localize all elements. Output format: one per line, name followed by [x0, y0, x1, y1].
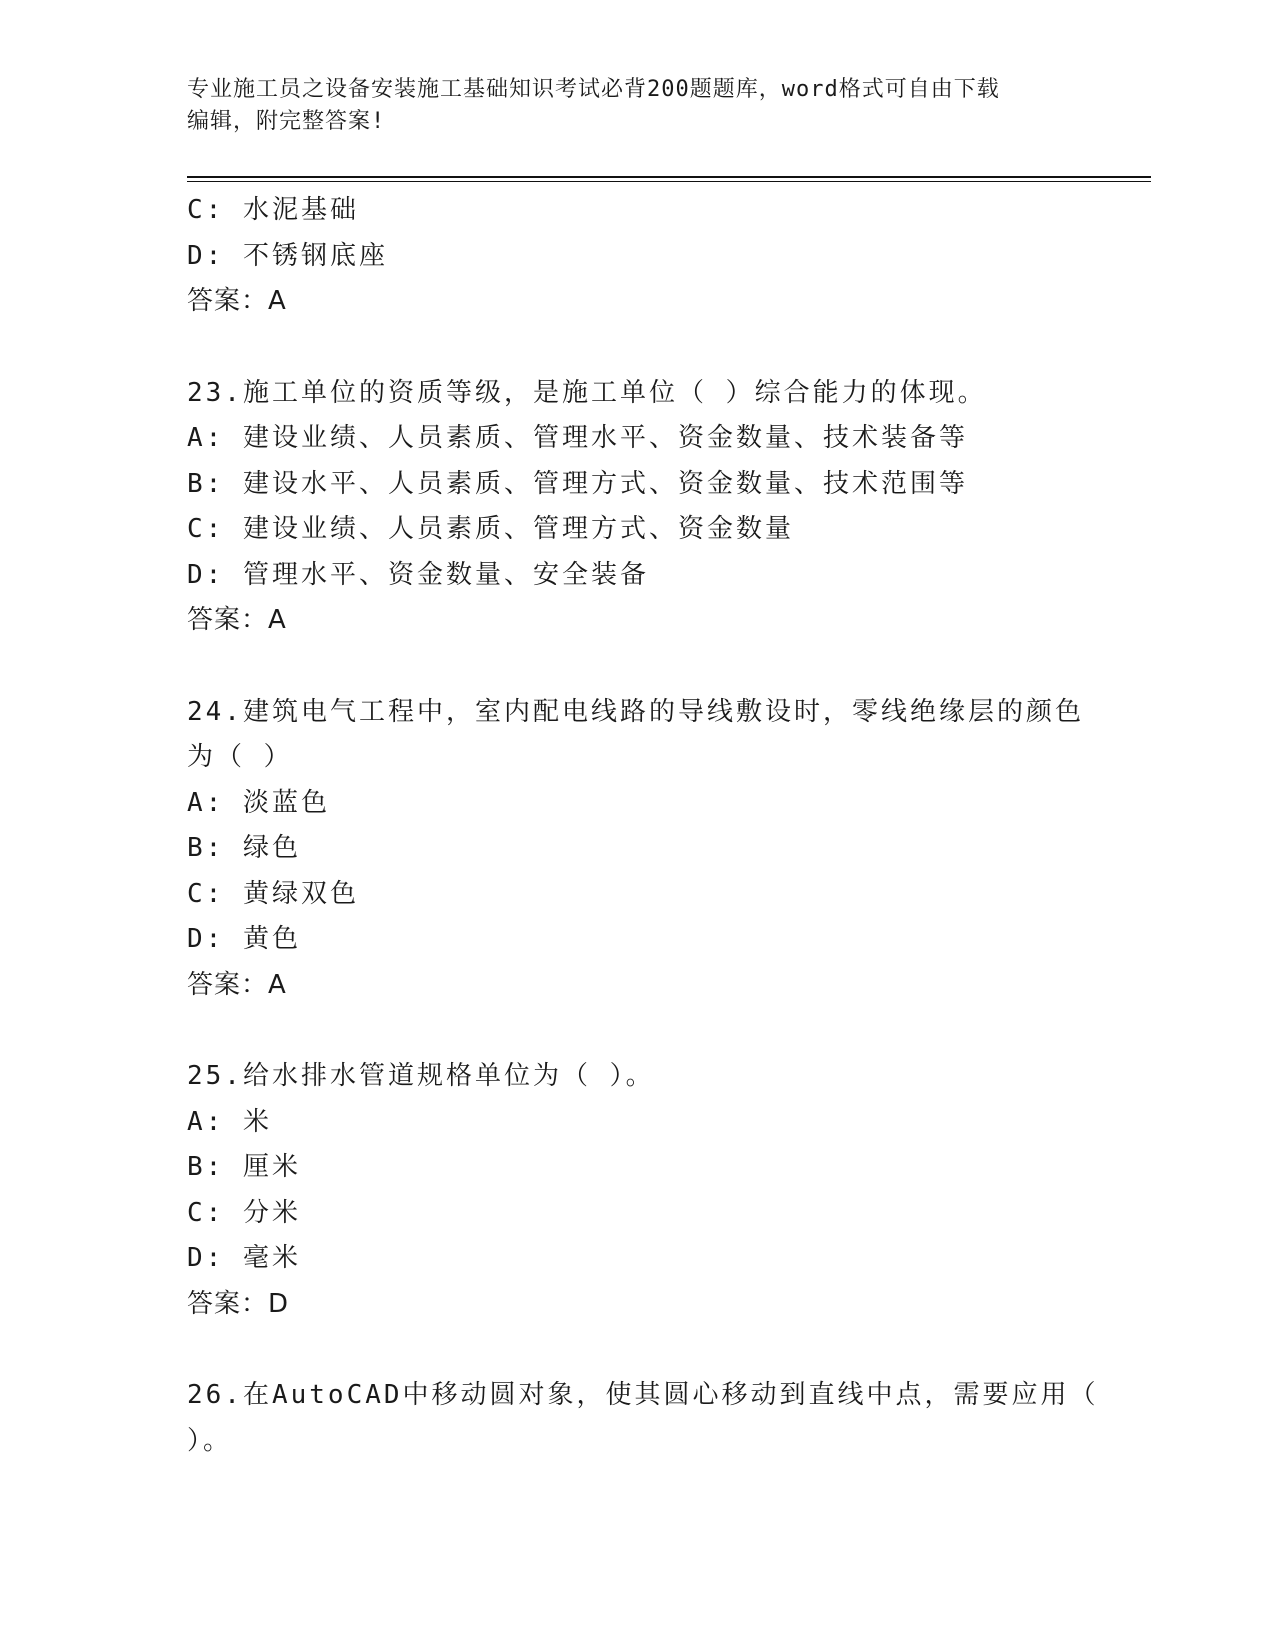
- spacer: [187, 644, 1087, 690]
- option-d: D: 黄色: [187, 924, 301, 954]
- answer-line: 答案：A: [187, 969, 287, 1000]
- question-26: [187, 1373, 1099, 1464]
- document-header: [187, 74, 1087, 138]
- option-c: C: 分米: [187, 1197, 301, 1228]
- question-stem: 24.建筑电气工程中，室内配电线路的导线敷设时，零线绝缘层的颜色: [187, 696, 1084, 727]
- option-a: A: 淡蓝色: [187, 787, 330, 818]
- option-d: D: 管理水平、资金数量、安全装备: [187, 559, 649, 590]
- option-d: D: 毫米: [187, 1243, 301, 1273]
- answer-line: 答案：A: [187, 286, 287, 316]
- question-stem: 25.给水排水管道规格单位为（ ）。: [187, 1061, 655, 1091]
- option-d: D: 不锈钢底座: [187, 240, 388, 271]
- spacer: [187, 1327, 1087, 1373]
- question-23: [187, 371, 1087, 644]
- question-stem-continued: ）。: [187, 1425, 233, 1456]
- header-divider-thick: [187, 176, 1151, 178]
- answer-line: 答案：D: [187, 1288, 290, 1319]
- option-a: A: 建设业绩、人员素质、管理水平、资金数量、技术装备等: [187, 423, 968, 453]
- question-stem-continued: 为（ ）: [187, 742, 293, 772]
- spacer: [187, 1008, 1087, 1054]
- question-25: [187, 1054, 1087, 1327]
- header-divider-thin: [187, 181, 1151, 182]
- answer-line: 答案：A: [187, 605, 287, 635]
- question-24: [187, 690, 1087, 1009]
- question-list: [187, 188, 1099, 1464]
- question-stem: 23.施工单位的资质等级，是施工单位（ ）综合能力的体现。: [187, 377, 987, 408]
- option-b: B: 厘米: [187, 1152, 301, 1182]
- option-a: A: 米: [187, 1106, 272, 1137]
- option-c: C: 建设业绩、人员素质、管理方式、资金数量: [187, 514, 794, 544]
- option-b: B: 绿色: [187, 833, 301, 863]
- header-title-line1: 专业施工员之设备安装施工基础知识考试必背200题题库，word格式可自由下载: [187, 77, 1000, 102]
- option-c: C: 水泥基础: [187, 195, 359, 225]
- option-c: C: 黄绿双色: [187, 878, 359, 909]
- header-title-line2: 编辑，附完整答案!: [187, 109, 386, 134]
- option-b: B: 建设水平、人员素质、管理方式、资金数量、技术范围等: [187, 468, 968, 499]
- question-22-tail: [187, 188, 1087, 325]
- question-stem: 26.在AutoCAD中移动圆对象，使其圆心移动到直线中点，需要应用（: [187, 1380, 1099, 1410]
- spacer: [187, 325, 1087, 371]
